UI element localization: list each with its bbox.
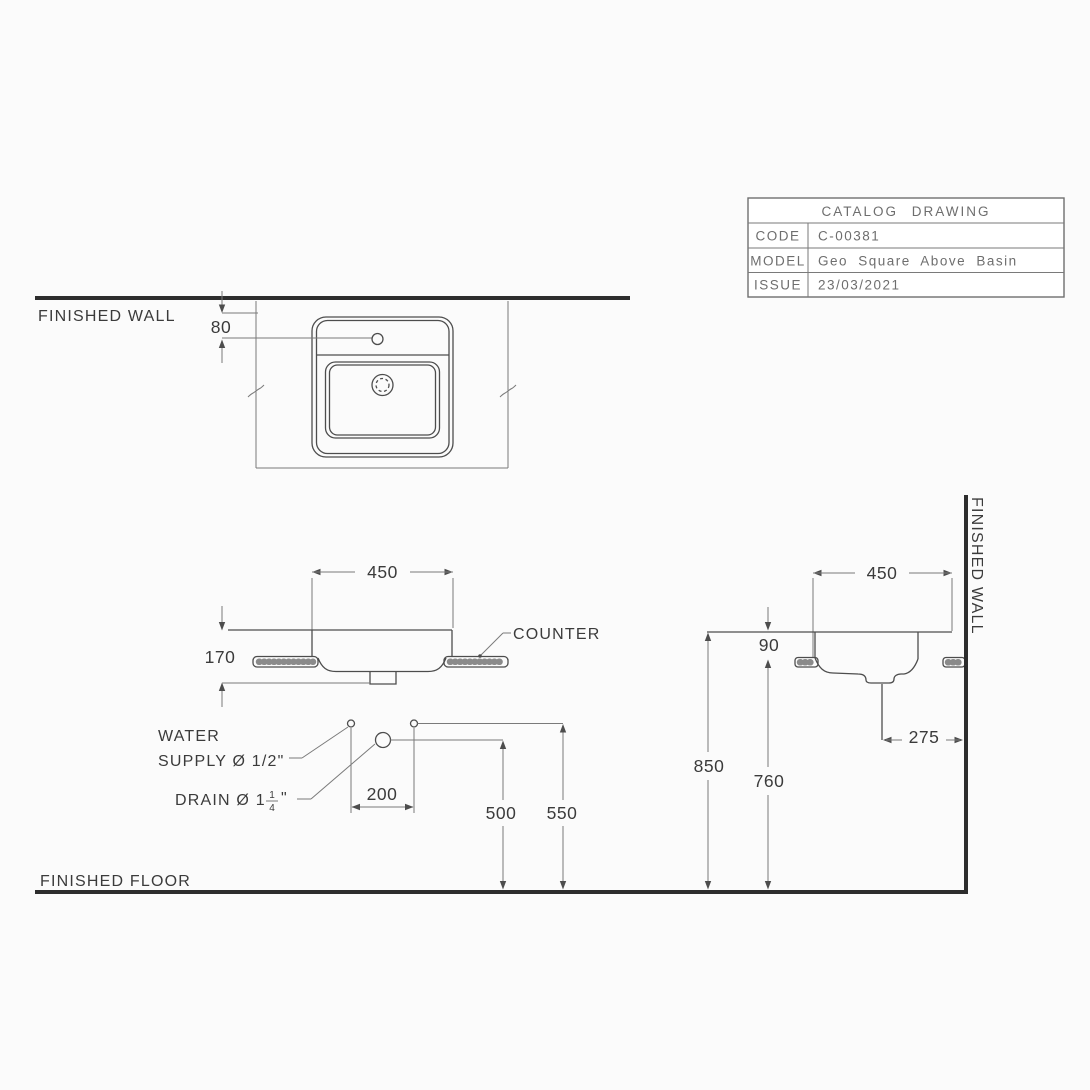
title-block-issue-value: 23/03/2021 [818, 277, 901, 293]
dim-275: 275 [908, 727, 940, 747]
dim-90: 90 [758, 635, 780, 655]
dim-drain-to-wall [883, 727, 963, 747]
dim-rim-height [694, 633, 725, 890]
drain-stub [370, 672, 396, 684]
dim-80: 80 [210, 317, 232, 337]
drain-hole [372, 375, 393, 396]
drain-label: DRAIN Ø 1 [175, 792, 266, 809]
finished-wall-top-label: FINISHED WALL [38, 308, 176, 325]
dim-front-width [312, 562, 453, 657]
basin-underside [318, 658, 446, 672]
bowl-inner [330, 365, 436, 435]
supply-point-left [348, 720, 355, 727]
basin-underside-side [815, 658, 918, 683]
water-supply-callout [158, 727, 348, 770]
counter-callout [478, 626, 600, 658]
title-block-issue-label: ISSUE [753, 277, 803, 293]
finished-floor-label: FINISHED FLOOR [40, 873, 192, 890]
side-view [694, 495, 985, 894]
drain-point [376, 733, 391, 748]
title-block [748, 198, 1064, 297]
drain-fitting [376, 379, 389, 392]
top-view [211, 291, 516, 468]
counter-section-side-right [943, 658, 965, 668]
dim-450-side: 450 [866, 563, 898, 583]
title-block-code-label: CODE [755, 228, 801, 244]
dim-850: 850 [693, 756, 725, 776]
dim-200: 200 [366, 784, 398, 804]
dim-supply-spacing [351, 728, 414, 813]
title-block-code-value: C-00381 [818, 228, 881, 244]
drain-unit-mark: " [281, 790, 288, 807]
dim-rim-above-counter [759, 607, 779, 668]
title-block-model-label: MODEL [750, 253, 806, 269]
counter-section-side-left [795, 658, 818, 668]
bowl-outer [326, 362, 440, 438]
front-view [158, 562, 601, 890]
water-supply-label-1: WATER [158, 728, 220, 745]
dim-450-front: 450 [367, 562, 398, 582]
dim-side-depth [813, 563, 952, 657]
title-block-title: CATALOG DRAWING [821, 204, 991, 219]
faucet-hole [372, 334, 383, 345]
counter-section-right [444, 657, 508, 668]
title-block-model-value: Geo Square Above Basin [818, 253, 1018, 269]
water-supply-label-2: SUPPLY Ø 1/2" [158, 753, 285, 770]
dim-550: 550 [546, 803, 578, 823]
supply-point-right [411, 720, 418, 727]
dim-faucet-to-wall [211, 291, 372, 363]
drain-fraction-numerator: 1 [269, 790, 275, 801]
dim-760: 760 [753, 771, 785, 791]
counter-section-left [253, 657, 318, 668]
finished-wall-side-label: FINISHED WALL [968, 497, 985, 635]
counter-label: COUNTER [513, 626, 601, 643]
dim-170: 170 [204, 647, 236, 667]
dim-500: 500 [485, 803, 517, 823]
dim-drain-height [391, 740, 517, 890]
drain-fraction-denominator: 4 [269, 803, 275, 814]
dim-counter-height [754, 668, 785, 890]
